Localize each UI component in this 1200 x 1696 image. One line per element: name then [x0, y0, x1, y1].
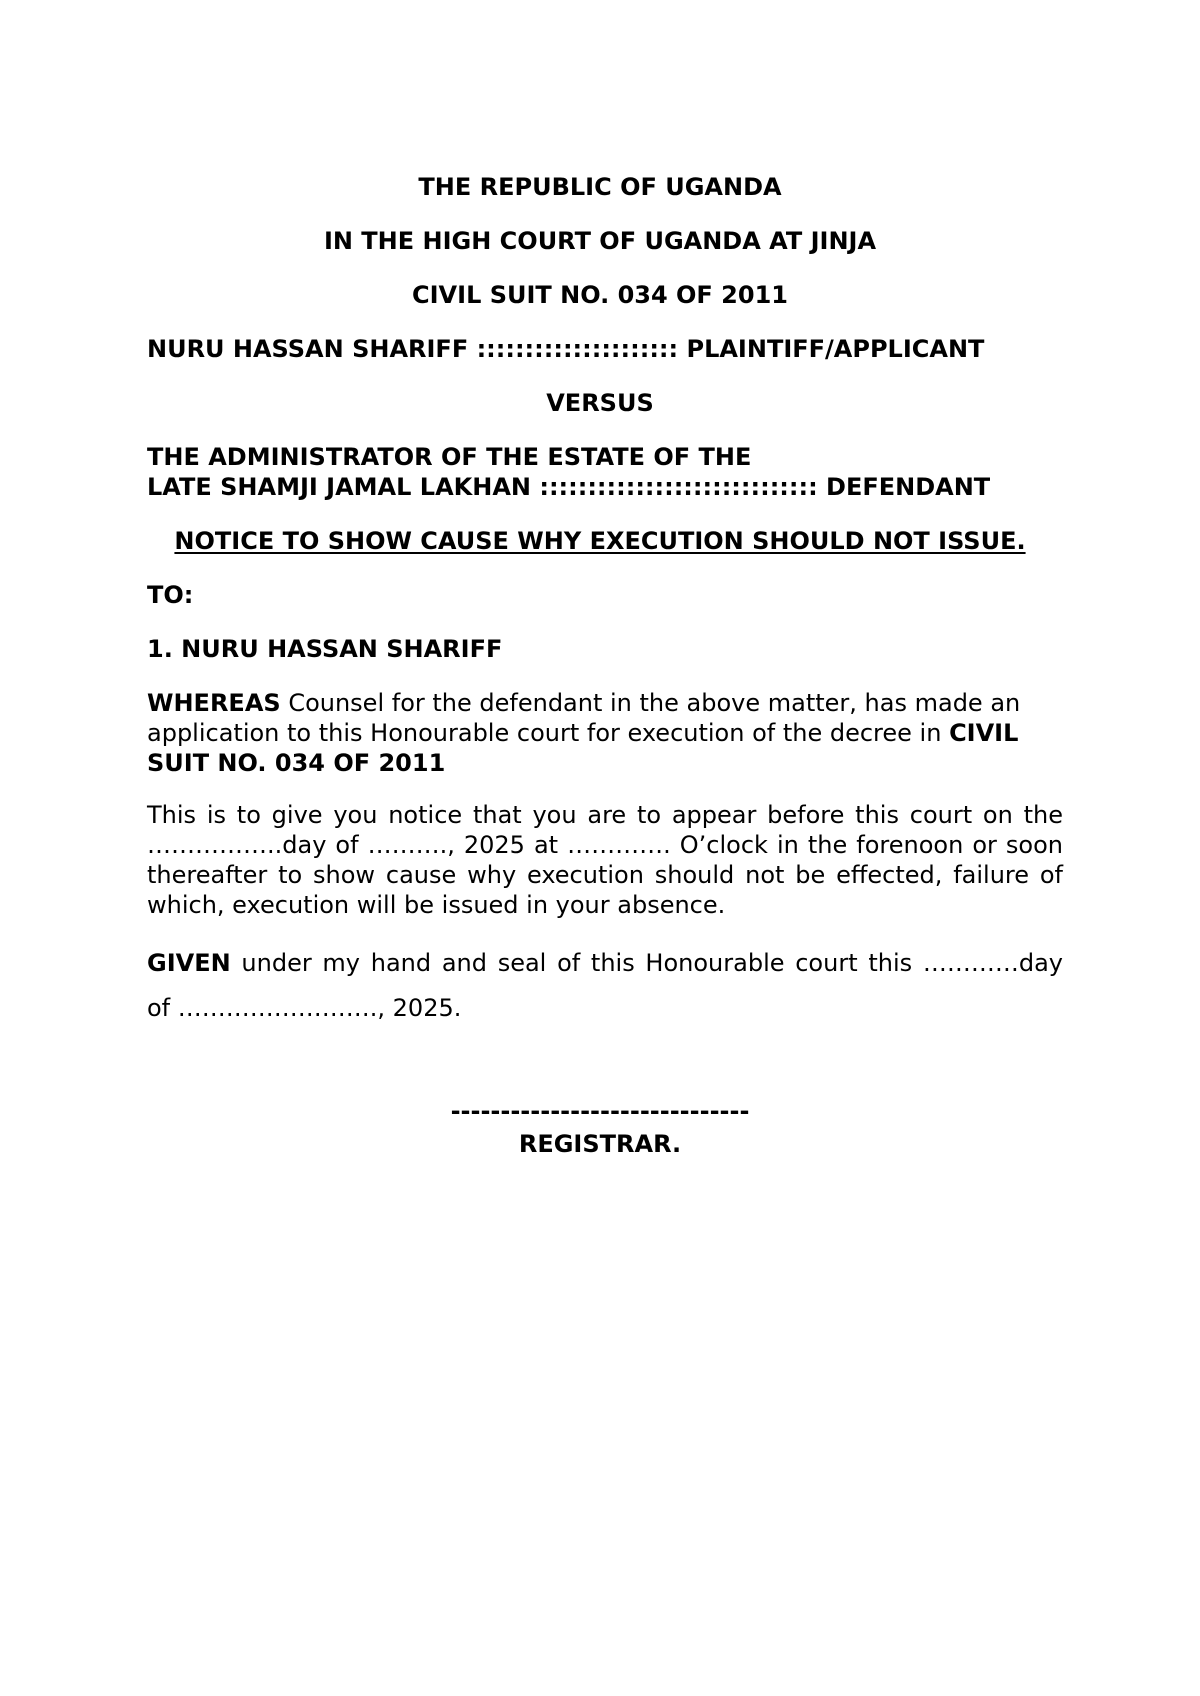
recipient: 1. NURU HASSAN SHARIFF [147, 635, 503, 663]
notice-line-1: This is to give you notice that you are to appear before this court on the [147, 801, 1063, 829]
given-line-2: of ……………………., 2025. [147, 994, 462, 1022]
notice-title [0, 526, 1200, 556]
defendant-line-2: LATE SHAMJI JAMAL LAKHAN ::::::::::::::::::::::::::::: DEFENDANT [147, 473, 991, 501]
whereas-line-1 [147, 688, 1063, 718]
given-paragraph [147, 948, 1063, 978]
notice-line-3: thereafter to show cause why execution should not be effected, failure of [147, 861, 1063, 889]
versus-label: VERSUS [546, 389, 654, 417]
whereas-line-2 [147, 718, 1063, 748]
plaintiff-line: NURU HASSAN SHARIFF ::::::::::::::::::::: PLAINTIFF/APPLICANT [147, 335, 985, 363]
given-bold: GIVEN [147, 949, 231, 977]
defendant-line-1: THE ADMINISTRATOR OF THE ESTATE OF THE [147, 443, 752, 471]
whereas-paragraph [147, 688, 1063, 778]
notice-title-text: NOTICE TO SHOW CAUSE WHY EXECUTION SHOULD NOT ISSUE. [174, 527, 1026, 555]
to-label: TO: [147, 581, 194, 609]
signature-line: ------------------------------ [450, 1097, 750, 1125]
whereas-bold: WHEREAS [147, 689, 281, 717]
given-line-1 [147, 948, 1063, 978]
republic-heading: THE REPUBLIC OF UGANDA [418, 173, 782, 201]
whereas-line-2-text [147, 718, 1018, 748]
court-heading: IN THE HIGH COURT OF UGANDA AT JINJA [323, 227, 877, 255]
notice-line-4: which, execution will be issued in your absence. [147, 891, 726, 919]
whereas-line-2-plain: application to this Honourable court for execution of the decree in [147, 719, 950, 747]
registrar-title: REGISTRAR. [518, 1130, 682, 1158]
whereas-line-1-text [147, 688, 1020, 718]
notice-line-2: ……………..day of ………., 2025 at …………. O’clock in the forenoon or soon [147, 831, 1063, 859]
whereas-line-3 [147, 748, 1063, 778]
whereas-line-1-rest: Counsel for the defendant in the above matter, has made an [280, 689, 1021, 717]
suit-number: CIVIL SUIT NO. 034 OF 2011 [412, 281, 788, 309]
given-line-1-rest: under my hand and seal of this Honourable court this …………day [230, 949, 1063, 977]
whereas-line-2-bold: CIVIL [949, 719, 1019, 747]
whereas-line-3-bold: SUIT NO. 034 OF 2011 [147, 749, 446, 777]
notice-paragraph [147, 800, 1063, 920]
